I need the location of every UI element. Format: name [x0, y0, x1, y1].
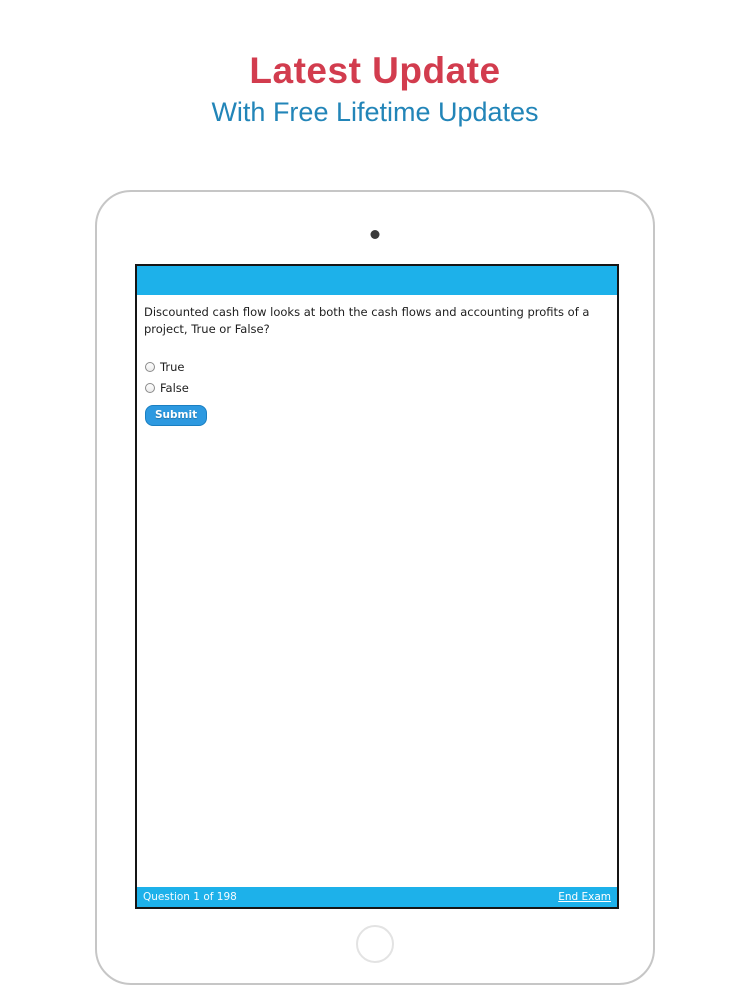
option-label: False: [160, 381, 189, 395]
tablet-mockup: [95, 190, 655, 985]
page-subtitle: With Free Lifetime Updates: [211, 97, 539, 127]
question-text: Discounted cash flow looks at both the cash flows and accounting profits of a project, True or False?: [144, 305, 590, 337]
radio-button-icon[interactable]: [145, 362, 155, 372]
camera-icon: [371, 230, 380, 239]
app-header-bar: [137, 266, 617, 295]
option-true[interactable]: [145, 360, 207, 374]
question-progress: Question 1 of 198: [143, 891, 237, 903]
option-false[interactable]: [145, 381, 207, 395]
page-title: Latest Update: [249, 50, 501, 91]
app-footer-bar: [137, 887, 617, 907]
answer-options: [145, 360, 207, 426]
end-exam-link[interactable]: End Exam: [558, 891, 611, 903]
home-button[interactable]: [356, 925, 394, 963]
option-label: True: [160, 360, 185, 374]
radio-button-icon[interactable]: [145, 383, 155, 393]
quiz-app-screen: [135, 264, 619, 909]
submit-button[interactable]: Submit: [145, 405, 207, 426]
